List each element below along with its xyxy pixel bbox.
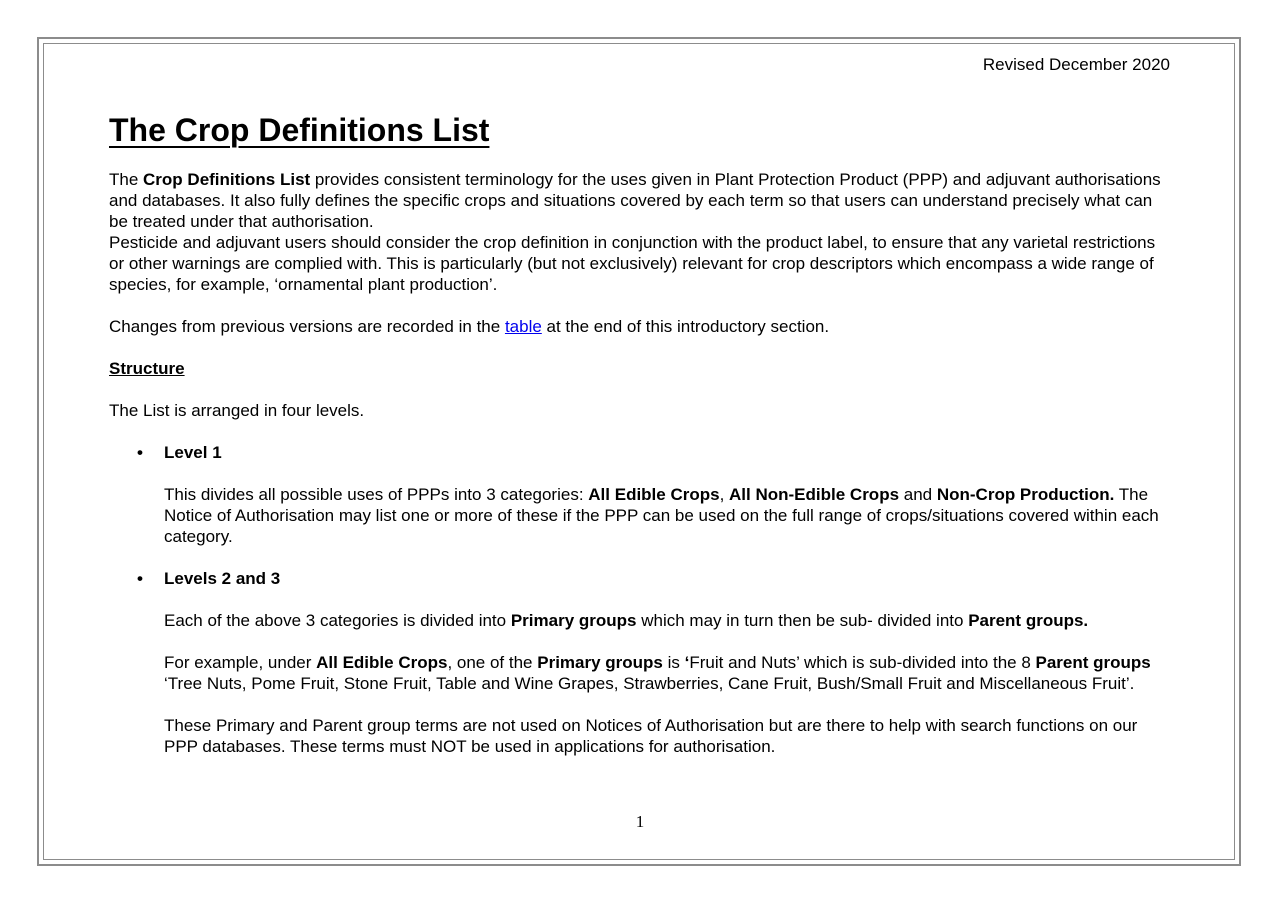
levels23-bullet-item xyxy=(109,568,1169,589)
page-number: 1 xyxy=(635,812,645,831)
intro-text: provides consistent terminology for the uses given in Plant Protection Product (PPP) and adjuvant authorisations and databases. It also fully defines the specific crops and situations covered by each term so that users can understand precisely what can be treated under that authorisation. xyxy=(109,170,1161,231)
changes-text: at the end of this introductory section. xyxy=(541,317,830,336)
intro-paragraph-1 xyxy=(109,169,1169,232)
parent-groups-term: Parent groups. xyxy=(968,611,1089,630)
document-body xyxy=(109,169,1169,757)
levels23-paragraph-1 xyxy=(109,610,1169,631)
levels23-title: Levels 2 and 3 xyxy=(164,569,281,588)
level1-description xyxy=(109,484,1169,547)
page-title: The Crop Definitions List xyxy=(109,112,490,148)
all-edible-crops-term: All Edible Crops xyxy=(316,653,448,672)
primary-groups-term: Primary groups xyxy=(537,653,663,672)
parent-groups-term: Parent groups xyxy=(1035,653,1151,672)
primary-groups-term: Primary groups xyxy=(510,611,637,630)
level1-text: This divides all possible uses of PPPs into 3 categories: xyxy=(164,485,589,504)
levels23-text: which may in turn then be sub- divided into xyxy=(636,611,969,630)
level1-title: Level 1 xyxy=(164,443,222,462)
intro-bold-term: Crop Definitions List xyxy=(143,170,311,189)
category-all-edible-crops: All Edible Crops xyxy=(588,485,720,504)
levels23-text: , one of the xyxy=(447,653,538,672)
levels23-paragraph-3: These Primary and Parent group terms are not used on Notices of Authorisation but are there to help with search functions on our PPP databases. These terms must NOT be used in applications for authorisation. xyxy=(164,716,1138,756)
category-all-non-edible-crops: All Non-Edible Crops xyxy=(729,485,900,504)
levels23-text: ‘Tree Nuts, Pome Fruit, Stone Fruit, Table and Wine Grapes, Strawberries, Cane Fruit, Bush/Small Fruit and Miscellaneous Fruit’. xyxy=(164,674,1135,693)
levels23-text: Each of the above 3 categories is divided into xyxy=(164,611,511,630)
bullet-icon: • xyxy=(137,443,143,462)
level1-text: , xyxy=(719,485,730,504)
intro-paragraph-2: Pesticide and adjuvant users should consider the crop definition in conjunction with the product label, to ensure that any varietal restrictions or other warnings are complied with. This is particularly (but not exclusively) relevant for crop descriptors which encompass a wide range of species, for example, ‘ornamental plant production’. xyxy=(109,233,1156,294)
changes-table-link[interactable]: table xyxy=(504,317,542,336)
levels23-text: is xyxy=(662,653,685,672)
changes-paragraph xyxy=(109,316,1169,337)
levels23-text: For example, under xyxy=(164,653,317,672)
category-non-crop-production: Non-Crop Production. xyxy=(936,485,1115,504)
revision-date: Revised December 2020 xyxy=(982,55,1170,74)
quote-mark: ‘ xyxy=(684,653,690,672)
levels23-text: Fruit and Nuts’ which is sub-divided into the 8 xyxy=(689,653,1036,672)
structure-intro: The List is arranged in four levels. xyxy=(109,401,365,420)
level1-text: and xyxy=(899,485,937,504)
level1-text: The Notice of Authorisation may list one or more of these if the PPP can be used on the full range of crops/situations covered within each category. xyxy=(164,485,1159,546)
intro-text: The xyxy=(109,170,144,189)
levels23-paragraph-2 xyxy=(109,652,1169,694)
changes-text: Changes from previous versions are recorded in the xyxy=(109,317,505,336)
structure-heading: Structure xyxy=(109,359,185,378)
bullet-icon: • xyxy=(137,569,143,588)
level1-bullet-item xyxy=(109,442,1169,463)
